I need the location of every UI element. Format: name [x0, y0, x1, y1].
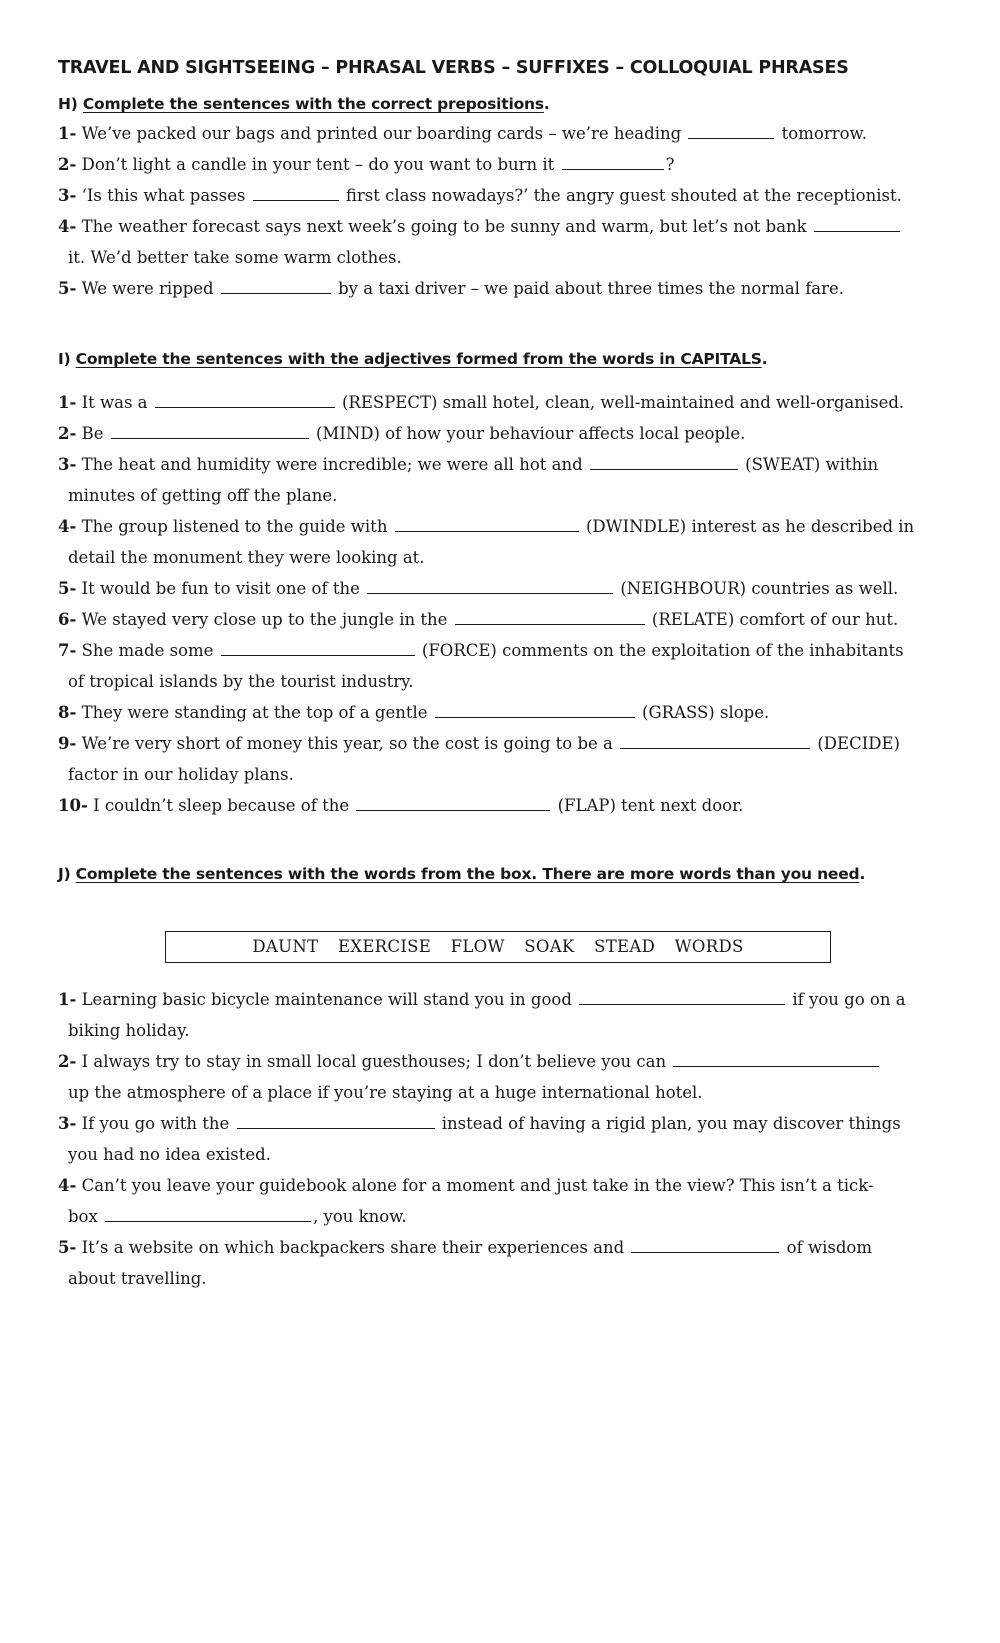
word-box-item: EXERCISE: [337, 937, 432, 956]
j-item-4: 4- Can’t you leave your guidebook alone for a moment and just take in the view? This isn’t a tick-: [58, 1176, 874, 1195]
section-j-heading: J) Complete the sentences with the words from the box. There are more words than you need.: [58, 865, 866, 883]
h-item-5: 5- We were ripped by a taxi driver – we paid about three times the normal fare.: [58, 279, 845, 298]
answer-blank[interactable]: [253, 186, 339, 201]
word-box-item: DAUNT: [252, 937, 319, 956]
answer-blank[interactable]: [631, 1238, 779, 1253]
answer-blank[interactable]: [435, 703, 635, 718]
answer-blank[interactable]: [155, 393, 335, 408]
section-i-instruction: Complete the sentences with the adjectives formed from the words in CAPITALS: [75, 350, 762, 368]
i-item-9-cont: factor in our holiday plans.: [68, 765, 294, 784]
answer-blank[interactable]: [620, 734, 810, 749]
answer-blank[interactable]: [562, 155, 664, 170]
answer-blank[interactable]: [688, 124, 774, 139]
h-item-3: 3- ‘Is this what passes first class nowadays?’ the angry guest shouted at the receptionist.: [58, 186, 902, 205]
i-item-3: 3- The heat and humidity were incredible; we were all hot and (SWEAT) within: [58, 455, 879, 474]
section-i-letter: I): [58, 350, 71, 368]
answer-blank[interactable]: [105, 1207, 311, 1222]
section-i-heading: I) Complete the sentences with the adjectives formed from the words in CAPITALS.: [58, 350, 768, 368]
answer-blank[interactable]: [455, 610, 645, 625]
h-item-2: 2- Don’t light a candle in your tent – do you want to burn it ?: [58, 155, 675, 174]
answer-blank[interactable]: [579, 990, 785, 1005]
h-item-1: 1- We’ve packed our bags and printed our boarding cards – we’re heading tomorrow.: [58, 124, 867, 143]
word-box-item: SOAK: [524, 937, 575, 956]
word-box-item: WORDS: [674, 937, 744, 956]
i-item-4-cont: detail the monument they were looking at.: [68, 548, 425, 567]
h-item-4-cont: it. We’d better take some warm clothes.: [68, 248, 402, 267]
word-box: [165, 931, 831, 963]
i-item-10: 10- I couldn’t sleep because of the (FLAP) tent next door.: [58, 796, 744, 815]
answer-blank[interactable]: [367, 579, 613, 594]
j-item-4-cont: box , you know.: [68, 1207, 407, 1226]
i-item-6: 6- We stayed very close up to the jungle in the (RELATE) comfort of our hut.: [58, 610, 899, 629]
answer-blank[interactable]: [356, 796, 550, 811]
answer-blank[interactable]: [221, 279, 331, 294]
i-item-2: 2- Be (MIND) of how your behaviour affects local people.: [58, 424, 746, 443]
j-item-1: 1- Learning basic bicycle maintenance will stand you in good if you go on a: [58, 990, 906, 1009]
word-box-item: STEAD: [594, 937, 656, 956]
answer-blank[interactable]: [111, 424, 309, 439]
j-item-5-cont: about travelling.: [68, 1269, 207, 1288]
j-item-1-cont: biking holiday.: [68, 1021, 190, 1040]
i-item-5: 5- It would be fun to visit one of the (NEIGHBOUR) countries as well.: [58, 579, 899, 598]
j-item-3: 3- If you go with the instead of having a rigid plan, you may discover things: [58, 1114, 901, 1133]
j-item-2-cont: up the atmosphere of a place if you’re staying at a huge international hotel.: [68, 1083, 703, 1102]
i-item-1: 1- It was a (RESPECT) small hotel, clean, well-maintained and well-organised.: [58, 393, 905, 412]
answer-blank[interactable]: [395, 517, 579, 532]
section-h-letter: H): [58, 95, 78, 113]
i-item-7: 7- She made some (FORCE) comments on the exploitation of the inhabitants: [58, 641, 904, 660]
word-box-item: FLOW: [450, 937, 505, 956]
answer-blank[interactable]: [673, 1052, 879, 1067]
j-item-2: 2- I always try to stay in small local guesthouses; I don’t believe you can: [58, 1052, 881, 1071]
section-h-instruction: Complete the sentences with the correct prepositions: [82, 95, 544, 113]
answer-blank[interactable]: [590, 455, 738, 470]
i-item-4: 4- The group listened to the guide with (DWINDLE) interest as he described in: [58, 517, 915, 536]
i-item-8: 8- They were standing at the top of a gentle (GRASS) slope.: [58, 703, 770, 722]
answer-blank[interactable]: [221, 641, 415, 656]
i-item-3-cont: minutes of getting off the plane.: [68, 486, 338, 505]
answer-blank[interactable]: [814, 217, 900, 232]
section-j-letter: J): [58, 865, 71, 883]
j-item-5: 5- It’s a website on which backpackers share their experiences and of wisdom: [58, 1238, 872, 1257]
i-item-9: 9- We’re very short of money this year, so the cost is going to be a (DECIDE): [58, 734, 900, 753]
page-title: TRAVEL AND SIGHTSEEING – PHRASAL VERBS – SUFFIXES – COLLOQUIAL PHRASES: [58, 58, 849, 78]
section-j-instruction: Complete the sentences with the words from the box. There are more words than you need: [75, 865, 860, 883]
answer-blank[interactable]: [237, 1114, 435, 1129]
j-item-3-cont: you had no idea existed.: [68, 1145, 271, 1164]
section-h-heading: H) Complete the sentences with the correct prepositions.: [58, 95, 550, 113]
h-item-4: 4- The weather forecast says next week’s going to be sunny and warm, but let’s not bank: [58, 217, 902, 236]
i-item-7-cont: of tropical islands by the tourist industry.: [68, 672, 414, 691]
